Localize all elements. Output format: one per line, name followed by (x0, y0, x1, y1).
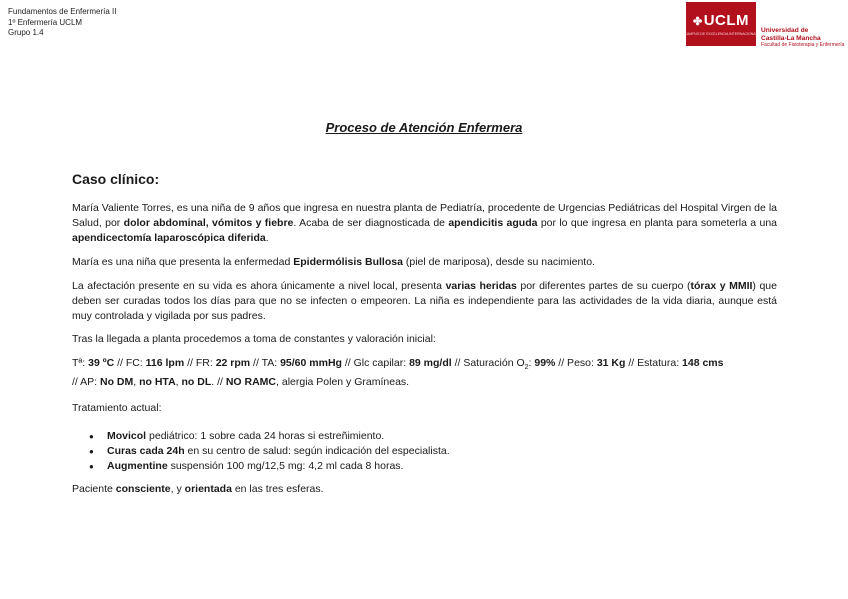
uclm-logo (686, 2, 844, 50)
section-title: Caso clínico: (72, 171, 160, 187)
vital-signs: Tª: 39 ºC // FC: 116 lpm // FR: 22 rpm // TA: 95/60 mmHg // Glc capilar: 89 mg/dl // Saturación $O_2$: 99% // Peso: 31 Kg // Estatura: 148 cms // AP: No DM, no HTA, no DL. // NO RAMC, alergia Polen y Gramíneas. (72, 357, 724, 389)
paragraph-affectation: La afectación presente en su vida es ahora únicamente a nivel local, presenta varias heridas por diferentes partes de su cuerpo (tórax y MMII) que deben ser curadas todos los días para que no se infecten o empeoren. La niña es independiente para las actividades de la vida diaria, aunque está muy controlada y vigilada por sus padres. (72, 280, 777, 322)
logo-university-line2: Castilla-La Mancha (761, 34, 821, 42)
logo-institution (761, 27, 844, 50)
paragraph-vitals-intro: Tras la llegada a planta procedemos a toma de constantes y valoración inicial: (72, 333, 436, 345)
logo-tagline: CAMPUS DE EXCELENCIA INTERNACIONAL (684, 31, 758, 36)
paragraph-case-intro: María Valiente Torres, es una niña de 9 años que ingresa en nuestra planta de Pediatría, procedente de Urgencias Pediátricas del Hospital Virgen de la Salud, por dolor abdominal, vómitos y fiebre. Acaba de ser diagnosticada de apendicitis aguda por lo que ingresa en planta para someterla a una apendicectomía laparoscópica diferida. (72, 202, 778, 244)
flower-icon: ✤ (692, 15, 703, 28)
treatment-list (72, 429, 777, 474)
treatment-label: Tratamiento actual: (72, 402, 162, 414)
list-item: ● Movicol pediátrico: 1 sobre cada 24 horas si estreñimiento. (107, 429, 777, 444)
header-course: Fundamentos de Enfermería II (8, 7, 117, 16)
document-header (8, 7, 117, 39)
header-year: 1º Enfermería UCLM (8, 17, 83, 27)
list-item: ● Curas cada 24h en su centro de salud: según indicación del especialista. (107, 444, 777, 459)
logo-faculty: Facultad de Fisioterapia y Enfermería (761, 42, 845, 49)
document-title: Proceso de Atención Enfermera (325, 120, 523, 135)
logo-mark-text: UCLM (703, 11, 750, 29)
header-group: Grupo 1.4 (8, 28, 44, 37)
logo-university-line1: Universidad de (761, 27, 809, 34)
paragraph-patient-state: Paciente consciente, y orientada en las tres esferas. (72, 483, 324, 495)
treatment-list-container (72, 429, 777, 474)
paragraph-disease: María es una niña que presenta la enfermedad Epidermólisis Bullosa (piel de mariposa), desde su nacimiento. (72, 256, 595, 268)
uclm-logo-mark (686, 2, 756, 46)
list-item: ● Augmentine suspensión 100 mg/12,5 mg: 4,2 ml cada 8 horas. (107, 459, 777, 474)
